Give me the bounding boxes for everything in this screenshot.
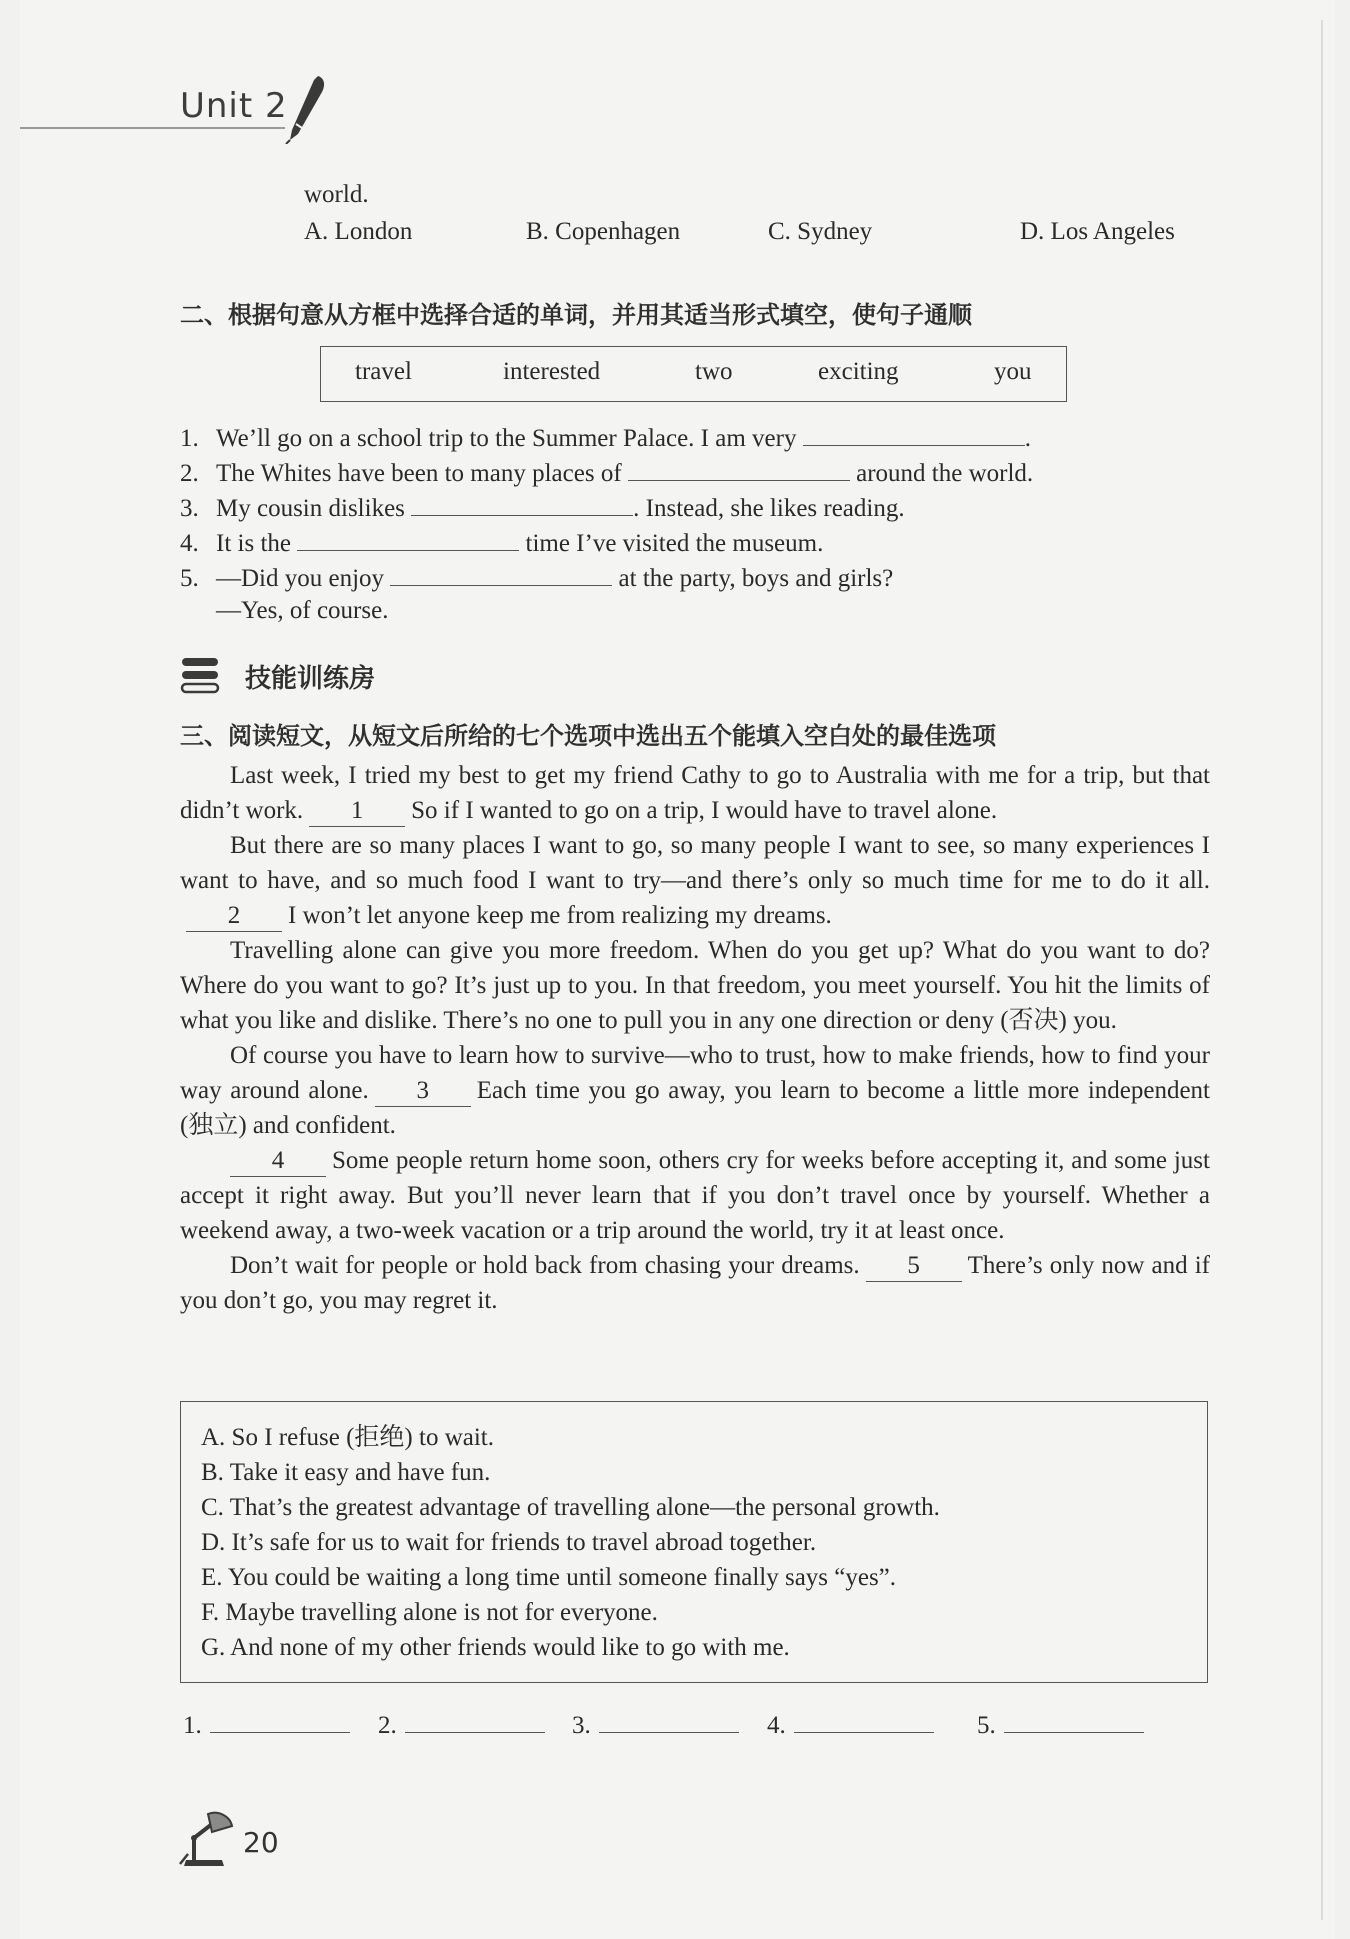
- options-box: [180, 1401, 1208, 1683]
- passage-gap-3[interactable]: 3: [375, 1076, 471, 1107]
- word-you: you: [994, 358, 1032, 385]
- answer-blank-1[interactable]: [803, 418, 1025, 446]
- unit-title: Unit 2: [180, 86, 288, 126]
- paragraph-5: 4 Some people return home soon, others cry for weeks before accepting it, and some just accept it right away. But you’ll never learn that if you don’t travel once by yourself. Whether a weekend away, a two-week vacation or a trip around the world, try it at least once.: [180, 1147, 1210, 1244]
- option-d: D. Los Angeles: [1020, 218, 1175, 245]
- question-5-reply: —Yes, of course.: [216, 597, 389, 624]
- passage-gap-2[interactable]: 2: [186, 901, 282, 932]
- word-box: [320, 346, 1067, 402]
- paragraph-1: Last week, I tried my best to get my friend Cathy to go to Australia with me for a trip, but that didn’t work. 1 So if I wanted to go on a trip, I would have to travel alone.: [180, 758, 1210, 828]
- header-rule: [20, 127, 285, 129]
- word-travel: travel: [355, 358, 412, 385]
- question-4: 4. It is the time I’ve visited the museum.: [180, 523, 823, 561]
- answer-blank-3[interactable]: [411, 488, 633, 516]
- desk-lamp-icon: [178, 1808, 240, 1870]
- skills-title: 技能训练房: [245, 664, 376, 694]
- question-3: 3. My cousin dislikes . Instead, she likes reading.: [180, 488, 905, 526]
- question-2: 2. The Whites have been to many places of around the world.: [180, 453, 1033, 491]
- option-item-g: G. And none of my other friends would like to go with me.: [201, 1634, 790, 1661]
- question-1: 1. We’ll go on a school trip to the Summer Palace. I am very .: [180, 418, 1031, 456]
- question-5: 5. —Did you enjoy at the party, boys and girls?: [180, 558, 893, 596]
- section2-title: 二、根据句意从方框中选择合适的单词，并用其适当形式填空，使句子通顺: [180, 301, 972, 329]
- passage-gap-1[interactable]: 1: [309, 796, 405, 827]
- option-item-c: C. That’s the greatest advantage of travelling alone—the personal growth.: [201, 1494, 940, 1521]
- paragraph-2: But there are so many places I want to go, so many people I want to see, so many experiences I want to have, and so much food I want to try—and there’s only so much time for me to do it all.2 I won’t let anyone keep me from realizing my dreams.: [180, 828, 1210, 933]
- option-a: A. London: [304, 218, 413, 245]
- passage-gap-5[interactable]: 5: [866, 1251, 962, 1282]
- reading-passage: [180, 758, 1210, 1318]
- option-item-b: B. Take it easy and have fun.: [201, 1459, 491, 1486]
- word-two: two: [695, 358, 733, 385]
- option-c: C. Sydney: [768, 218, 873, 245]
- answer-blank-5[interactable]: [390, 558, 612, 586]
- paragraph-4: Of course you have to learn how to survive—who to trust, how to make friends, how to find your way around alone. 3 Each time you go away, you learn to become a little more independent (独立) and confident.: [180, 1042, 1210, 1139]
- option-item-d: D. It’s safe for us to wait for friends to travel abroad together.: [201, 1529, 817, 1556]
- answer-row: [0, 1706, 1350, 1746]
- page-edge: [1321, 20, 1323, 1920]
- answer-slot-3[interactable]: 3.: [572, 1706, 739, 1740]
- answer-slot-5[interactable]: 5.: [977, 1706, 1144, 1740]
- paragraph-6: Don’t wait for people or hold back from chasing your dreams. 5 There’s only now and if you don’t go, you may regret it.: [180, 1252, 1210, 1314]
- prev-question-tail: world.: [304, 181, 369, 208]
- answer-blank-2[interactable]: [628, 453, 850, 481]
- word-exciting: exciting: [818, 358, 899, 385]
- answer-slot-1[interactable]: 1.: [183, 1706, 350, 1740]
- skills-section-icon: [180, 655, 222, 697]
- option-item-f: F. Maybe travelling alone is not for everyone.: [201, 1599, 658, 1626]
- passage-gap-4[interactable]: 4: [230, 1146, 326, 1177]
- option-item-a: A. So I refuse (拒绝) to wait.: [201, 1424, 494, 1451]
- option-b: B. Copenhagen: [526, 218, 681, 245]
- paragraph-3: Travelling alone can give you more freedom. When do you get up? What do you want to do? Where do you want to go? It’s just up to you. In that freedom, you meet yourself. You hit the limits of what you like and dislike. There’s no one to pull you in any one direction or deny (否决) you.: [180, 937, 1210, 1034]
- answer-blank-4[interactable]: [297, 523, 519, 551]
- answer-slot-2[interactable]: 2.: [378, 1706, 545, 1740]
- pen-icon: [282, 74, 328, 144]
- section3-title: 三、阅读短文，从短文后所给的七个选项中选出五个能填入空白处的最佳选项: [180, 722, 996, 750]
- option-item-e: E. You could be waiting a long time until someone finally says “yes”.: [201, 1564, 897, 1591]
- word-interested: interested: [503, 358, 601, 385]
- answer-slot-4[interactable]: 4.: [767, 1706, 934, 1740]
- page-number: 20: [243, 1826, 279, 1859]
